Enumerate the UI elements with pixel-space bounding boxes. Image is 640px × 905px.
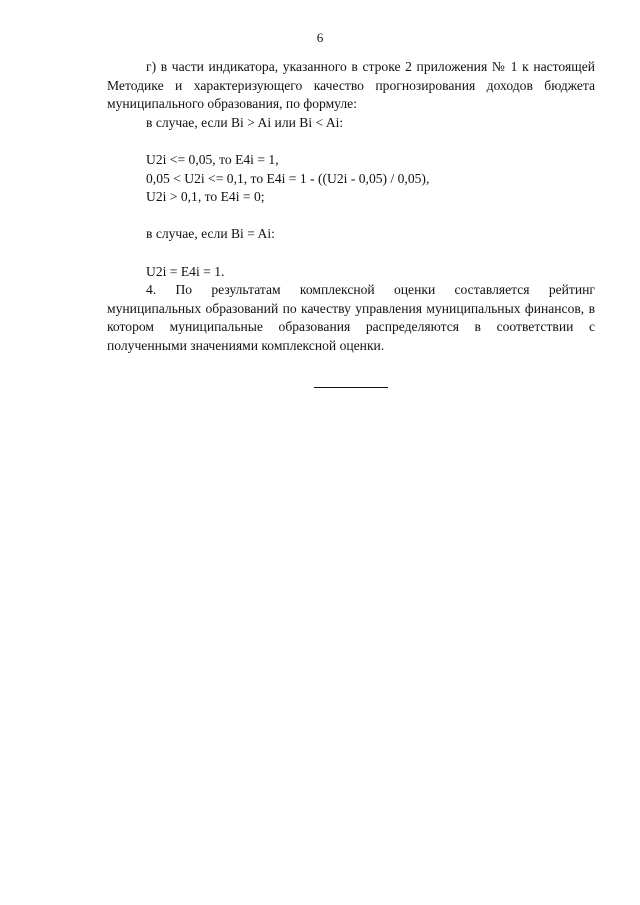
case1-condition: в случае, если Bi > Ai или Bi < Ai: xyxy=(146,114,344,130)
blank-line xyxy=(107,244,595,263)
case2-condition: в случае, если Bi = Ai: xyxy=(146,226,275,242)
case1-formula-2: 0,05 < U2i <= 0,1, то E4i = 1 - ((U2i - 0,05) / 0,05), xyxy=(146,170,430,186)
case1-formula-3: U2i > 0,1, то E4i = 0; xyxy=(146,189,265,205)
page-number: 6 xyxy=(316,30,324,45)
blank-line xyxy=(107,207,595,226)
case1-formula-1: U2i <= 0,05, то E4i = 1, xyxy=(146,151,279,167)
paragraph-4: 4. По результатам комплексной оценки составляется рейтинг муниципальных образований по качеству управления муниципальных финансов, в котором муниципальные образования распределяются в соответствии с полученными значениями комплексной оценки. xyxy=(107,282,595,353)
paragraph-g: г) в части индикатора, указанного в строке 2 приложения № 1 к настоящей Методике и характеризующего качество прогнозирования доходов бюджета муниципального образования, по формуле: xyxy=(107,59,595,112)
blank-line xyxy=(107,132,595,151)
end-divider-line xyxy=(314,387,388,388)
document-body xyxy=(107,58,595,356)
case2-formula: U2i = E4i = 1. xyxy=(146,263,225,279)
